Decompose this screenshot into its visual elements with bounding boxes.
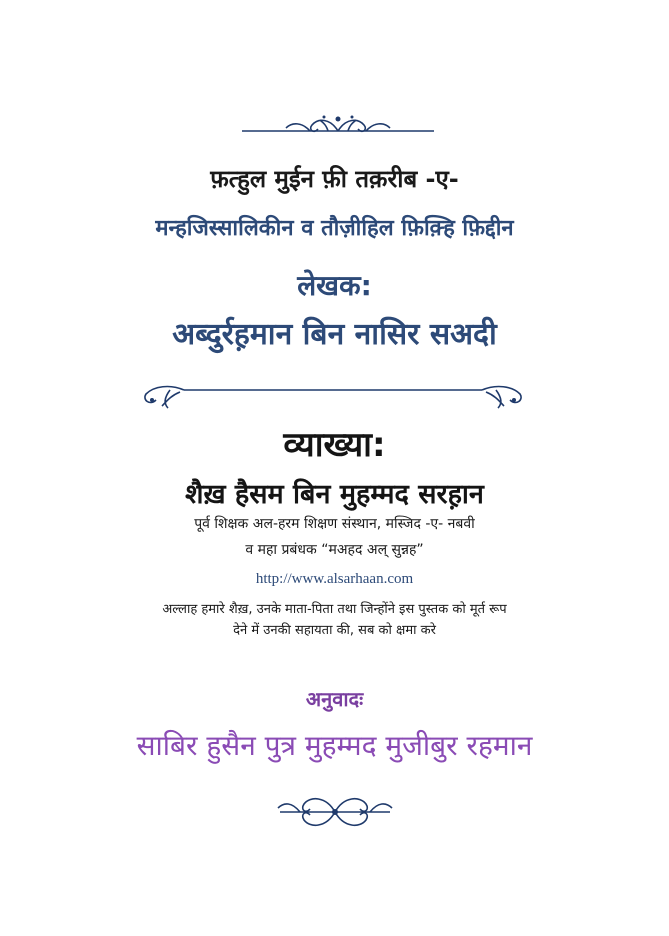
explainer-name: शैख़ हैसम बिन मुहम्मद सरह़ान [185,479,484,510]
bottom-flourish-ornament [270,790,400,834]
book-title-line-2: मन्हजिस्सालिकीन व तौज़ीहिल फ़िक़्हि फ़िद्दीन [155,216,514,241]
book-title-line-1: फ़त्हुल मुईन फ़ी तक़रीब -ए- [210,165,459,193]
website-link[interactable]: http://www.alsarhaan.com [255,571,414,587]
explainer-description-line-2: व महा प्रबंधक “मअहद अल् सुन्नह” [245,542,424,558]
top-flourish-ornament [240,112,436,138]
author-name: अब्दुर्रह़मान बिन नासिर सअदी [172,317,497,352]
explainer-description-line-1: पूर्व शिक्षक अल-हरम शिक्षण संस्थान, मस्जिद -ए- नबवी [194,516,475,532]
divider-flourish-ornament [140,380,526,410]
translation-label: अनुवादः [305,687,364,711]
translator-name: साबिर हुसैन पुत्र मुहम्मद मुजीबुर रहमान [136,729,533,762]
prayer-line-2: देने में उनकी सहायता की, सब को क्षमा करे [233,623,436,638]
explanation-label: व्याख्या: [283,425,386,465]
prayer-line-1: अल्लाह हमारे शैख़, उनके माता-पिता तथा जिन्होंने इस पुस्तक को मूर्त रूप [162,602,507,617]
author-label: लेखक: [297,269,372,302]
